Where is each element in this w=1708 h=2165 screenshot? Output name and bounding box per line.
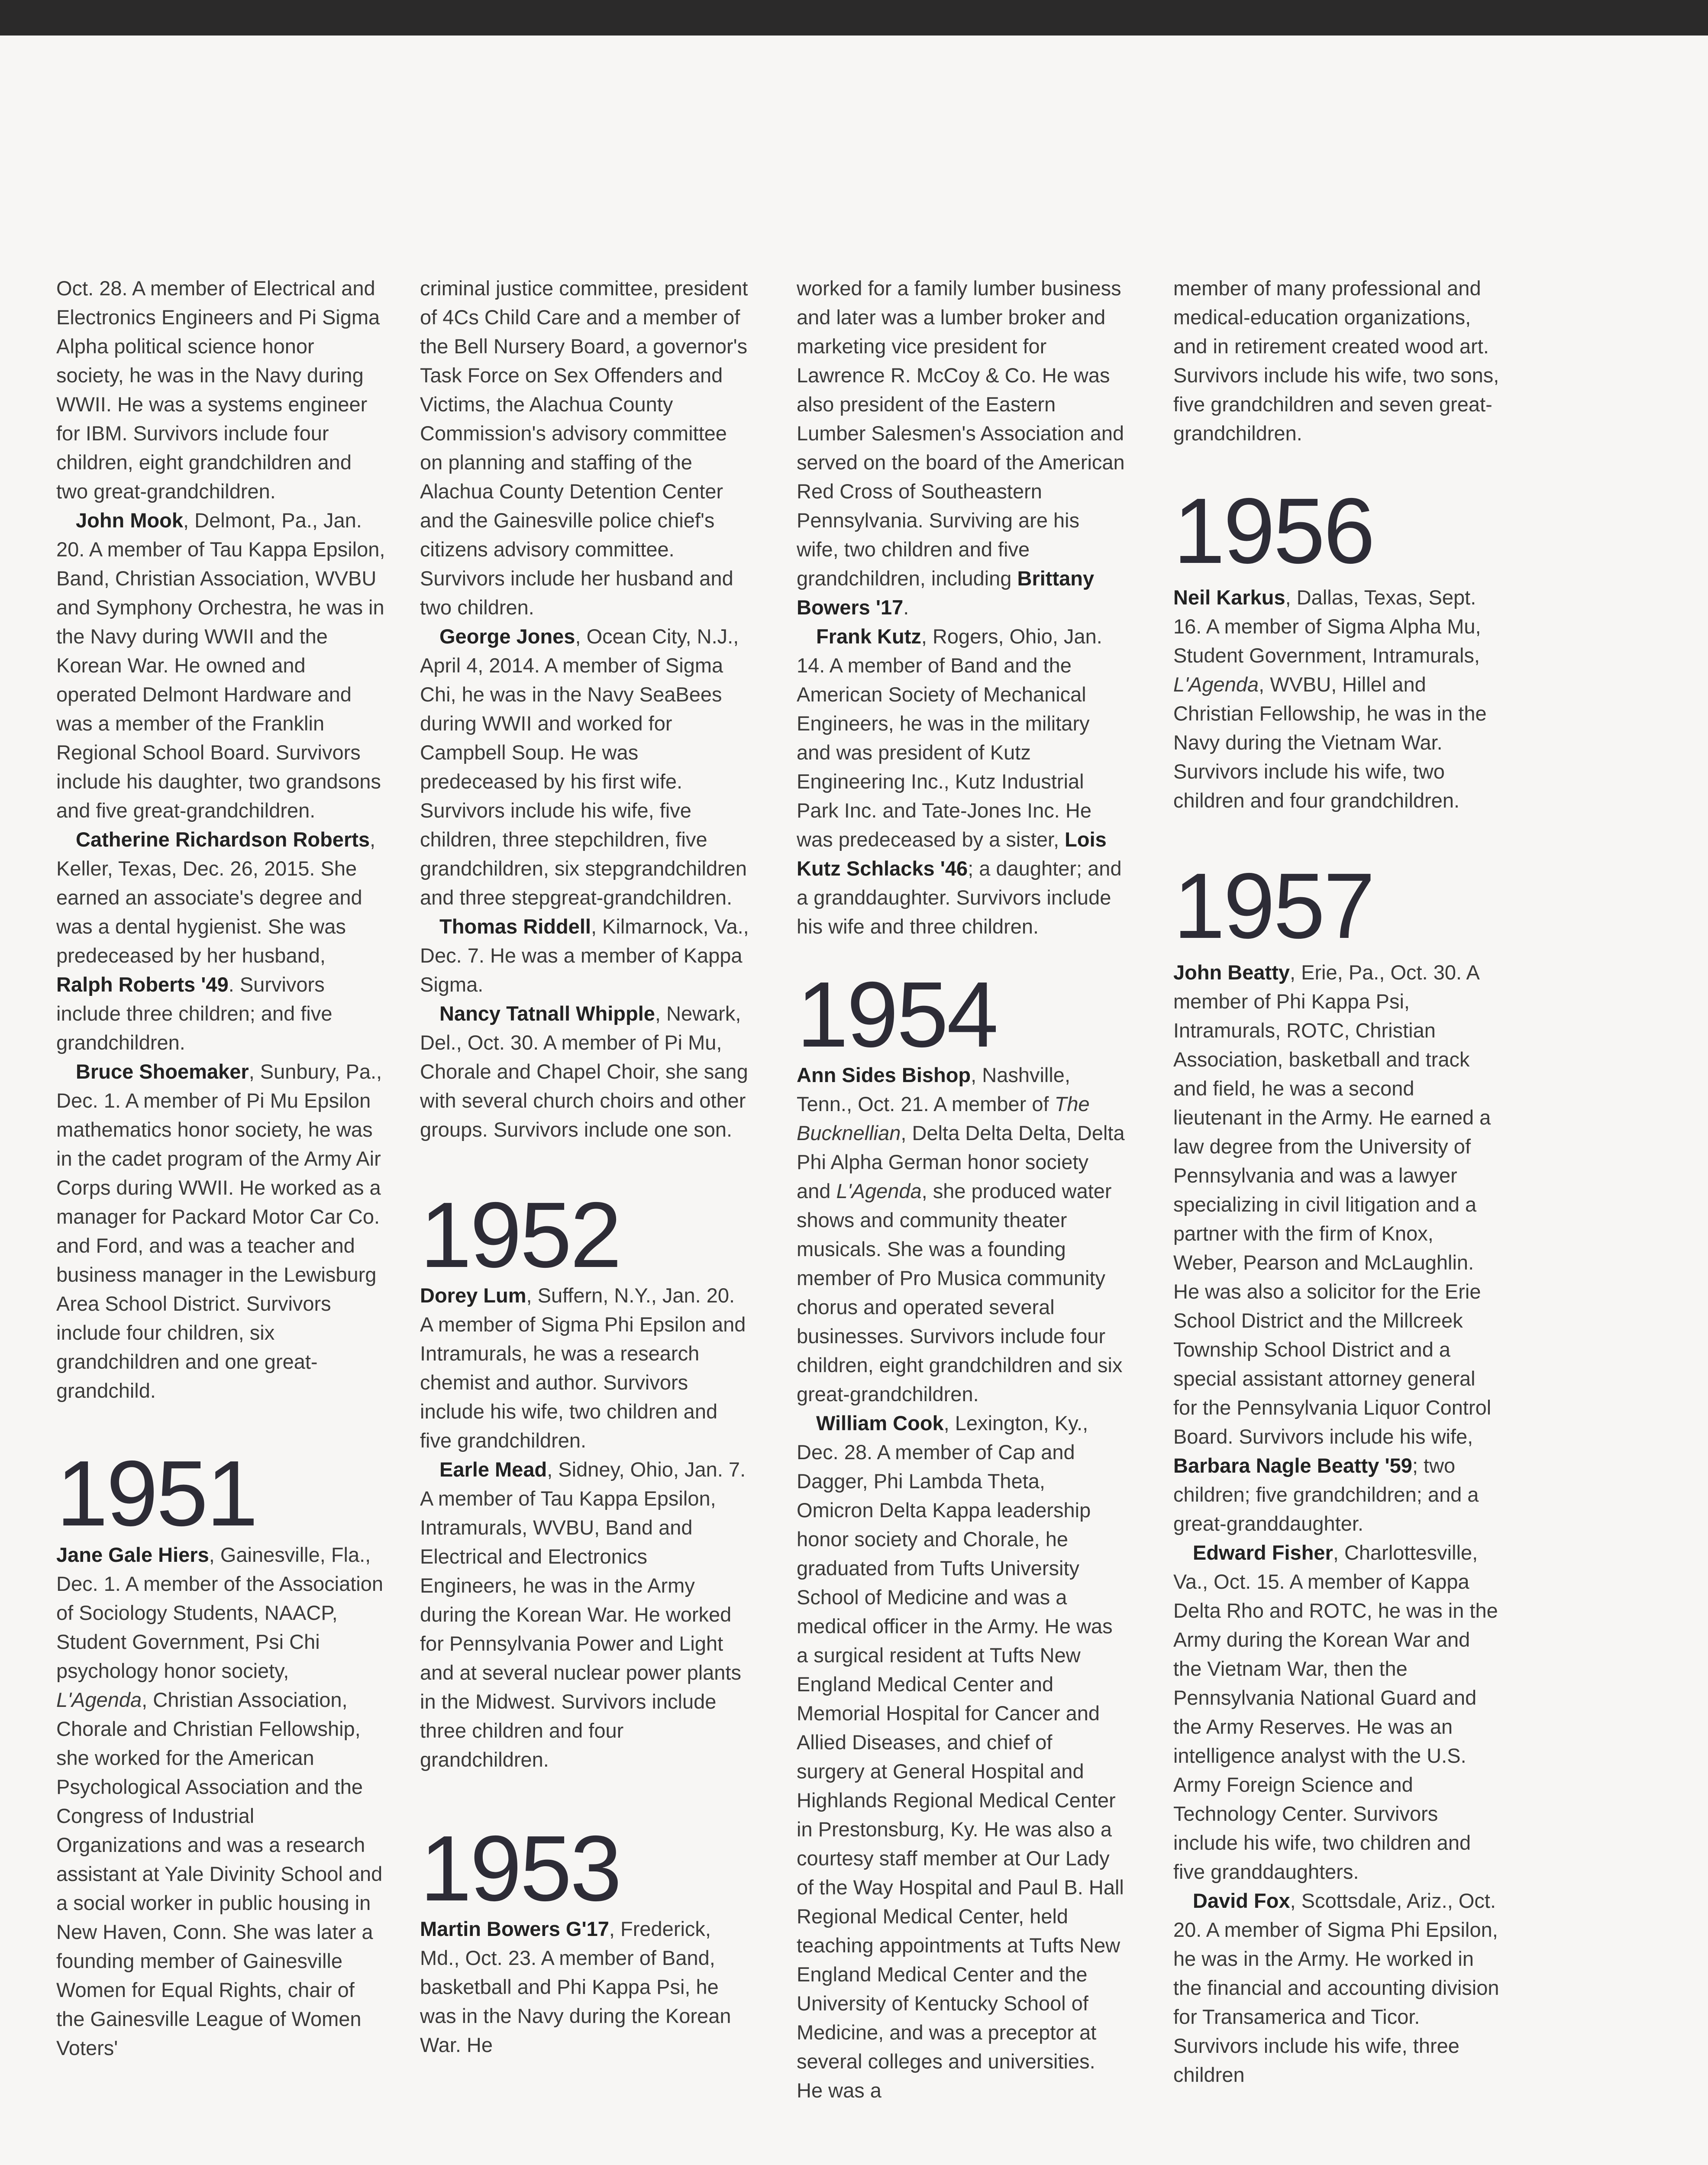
obituary-name: John Mook (76, 509, 184, 532)
obituary-name: Martin Bowers G'17 (420, 1917, 609, 1940)
obituary-entry: David Fox, Scottsdale, Ariz., Oct. 20. A member of Sigma Phi Epsilon, he was in the Army. He worked in the financial and accounting division for Transamerica and Ticor. Survivors include his wife, three children (1173, 1889, 1499, 2086)
obituary-name: Ann Sides Bishop (797, 1063, 971, 1086)
magazine-page (0, 36, 1708, 2165)
obituary-name: William Cook (816, 1412, 944, 1435)
obituary-entry: Earle Mead, Sidney, Ohio, Jan. 7. A member of Tau Kappa Epsilon, Intramurals, WVBU, Band and Electrical and Electronics Engineers, he was in the Army during the Korean War. He worked for Pennsylvania Power and Light and at several nuclear power plants in the Midwest. Survivors include three children and four grandchildren. (420, 1458, 746, 1771)
obituary-entry: worked for a family lumber business and later was a lumber broker and marketing vice president for Lawrence R. McCoy & Co. He was also president of the Eastern Lumber Salesmen's Association and served on the board of the American Red Cross of Southeastern Pennsylvania. Surviving are his wife, two children and five grandchildren, including Brittany Bowers '17. (797, 277, 1125, 619)
obituary-entry: Ann Sides Bishop, Nashville, Tenn., Oct. 21. A member of The Bucknellian, Delta Delta Delta, Delta Phi Alpha German honor society and L'Agenda, she produced water shows and community theater musicals. She was a founding member of Pro Musica community chorus and operated several businesses. Survivors include four children, eight grandchildren and six great-grandchildren. (797, 1063, 1125, 1406)
class-year-heading: 1952 (420, 1183, 620, 1287)
obituary-name: John Beatty (1173, 961, 1290, 984)
obituary-name: Thomas Riddell (439, 915, 591, 938)
obituary-entry: Thomas Riddell, Kilmarnock, Va., Dec. 7. He was a member of Kappa Sigma. (420, 915, 749, 996)
obituary-name: George Jones (439, 625, 575, 648)
column-3 (797, 274, 1126, 2105)
obituary-entry: Dorey Lum, Suffern, N.Y., Jan. 20. A member of Sigma Phi Epsilon and Intramurals, he was a research chemist and author. Survivors include his wife, two children and five grandchildren. (420, 1284, 746, 1452)
obituary-entry: Frank Kutz, Rogers, Ohio, Jan. 14. A member of Band and the American Society of Mechanical Engineers, he was in the military and was president of Kutz Engineering Inc., Kutz Industrial Park Inc. and Tate-Jones Inc. He was predeceased by a sister, Lois Kutz Schlacks '46; a daughter; and a granddaughter. Survivors include his wife and three children. (797, 625, 1122, 938)
class-year-heading: 1954 (797, 962, 997, 1066)
obituary-entry: John Beatty, Erie, Pa., Oct. 30. A member of Phi Kappa Psi, Intramurals, ROTC, Christian Association, basketball and track and field, he was a second lieutenant in the Army. He earned a law degree from the University of Pennsylvania and was a lawyer specializing in civil litigation and a partner with the firm of Knox, Weber, Pearson and McLaughlin. He was also a solicitor for the Erie School District and the Millcreek Township School District and a special assistant attorney general for the Pennsylvania Liquor Control Board. Survivors include his wife, Barbara Nagle Beatty '59; two children; five grandchildren; and a great-granddaughter. (1173, 961, 1492, 1535)
obituary-entry: John Mook, Delmont, Pa., Jan. 20. A member of Tau Kappa Epsilon, Band, Christian Association, WVBU and Symphony Orchestra, he was in the Navy during WWII and the Korean War. He owned and operated Delmont Hardware and was a member of the Franklin Regional School Board. Survivors include his daughter, two grandsons and five great-grandchildren. (56, 509, 385, 822)
obituary-entry: Nancy Tatnall Whipple, Newark, Del., Oct. 30. A member of Pi Mu, Chorale and Chapel Choir, she sang with several church choirs and other groups. Survivors include one son. (420, 1002, 748, 1141)
obituary-name: Earle Mead (439, 1458, 547, 1481)
obituary-entry: William Cook, Lexington, Ky., Dec. 28. A member of Cap and Dagger, Phi Lambda Theta, Omicron Delta Kappa leadership honor society and Chorale, he graduated from Tufts University School of Medicine and was a medical officer in the Army. He was a surgical resident at Tufts New England Medical Center and Memorial Hospital for Cancer and Allied Diseases, and chief of surgery at General Hospital and Highlands Regional Medical Center in Prestonsburg, Ky. He was also a courtesy staff member at Our Lady of the Way Hospital and Paul B. Hall Regional Medical Center, held teaching appointments at Tufts New England Medical Center and the University of Kentucky School of Medicine, and was a preceptor at several colleges and universities. He was a (797, 1412, 1124, 2102)
obituary-name: Catherine Richardson Roberts (76, 828, 370, 851)
class-year-heading: 1953 (420, 1816, 620, 1920)
obituary-name: Barbara Nagle Beatty '59 (1173, 1454, 1412, 1477)
obituary-entry: Catherine Richardson Roberts, Keller, Texas, Dec. 26, 2015. She earned an associate's degree and was a dental hygienist. She was predeceased by her husband, Ralph Roberts '49. Survivors include three children; and five grandchildren. (56, 828, 376, 1054)
obituary-entry: Jane Gale Hiers, Gainesville, Fla., Dec. 1. A member of the Association of Sociology Students, NAACP, Student Government, Psi Chi psychology honor society, L'Agenda, Christian Association, Chorale and Christian Fellowship, she worked for the American Psychological Association and the Congress of Industrial Organizations and was a research assistant at Yale Divinity School and a social worker in public housing in New Haven, Conn. She was later a founding member of Gainesville Women for Equal Rights, chair of the Gainesville League of Women Voters' (56, 1543, 384, 2059)
class-year-heading: 1956 (1173, 478, 1374, 583)
obituary-name: Nancy Tatnall Whipple (439, 1002, 655, 1025)
obituary-name: Bruce Shoemaker (76, 1060, 249, 1083)
obituary-name: Edward Fisher (1193, 1541, 1333, 1564)
obituary-name: Brittany Bowers '17 (797, 567, 1095, 619)
obituary-name: Dorey Lum (420, 1284, 526, 1307)
class-year-heading: 1951 (56, 1441, 257, 1545)
column-1 (56, 274, 385, 2062)
obituary-entry: criminal justice committee, president of 4Cs Child Care and a member of the Bell Nursery Board, a governor's Task Force on Sex Offenders and Victims, the Alachua County Commission's advisory committee on planning and staffing of the Alachua County Detention Center and the Gainesville police chief's citizens advisory committee. Survivors include her husband and two children. (420, 277, 748, 619)
class-year-heading: 1957 (1173, 853, 1374, 958)
obituary-name: Frank Kutz (816, 625, 921, 648)
obituary-name: Ralph Roberts '49 (56, 973, 229, 996)
column-2 (420, 274, 749, 2059)
obituary-entry: George Jones, Ocean City, N.J., April 4, 2014. A member of Sigma Chi, he was in the Navy SeaBees during WWII and worked for Campbell Soup. He was predeceased by his first wife. Survivors include his wife, five children, three stepchildren, five grandchildren, six stepgrandchildren and three stepgreat-grandchildren. (420, 625, 747, 909)
obituary-name: Jane Gale Hiers (56, 1543, 209, 1566)
obituary-entry: Bruce Shoemaker, Sunbury, Pa., Dec. 1. A member of Pi Mu Epsilon mathematics honor society, he was in the cadet program of the Army Air Corps during WWII. He worked as a manager for Packard Motor Car Co. and Ford, and was a teacher and business manager in the Lewisburg Area School District. Survivors include four children, six grandchildren and one great-grandchild. (56, 1060, 382, 1402)
obituary-name: Lois Kutz Schlacks '46 (797, 828, 1107, 880)
obituary-entry: Oct. 28. A member of Electrical and Electronics Engineers and Pi Sigma Alpha political science honor society, he was in the Navy during WWII. He was a systems engineer for IBM. Survivors include four children, eight grandchildren and two great-grandchildren. (56, 277, 380, 503)
obituary-entry: Edward Fisher, Charlottesville, Va., Oct. 15. A member of Kappa Delta Rho and ROTC, he was in the Army during the Korean War and the Vietnam War, then the Pennsylvania National Guard and the Army Reserves. He was an intelligence analyst with the U.S. Army Foreign Science and Technology Center. Survivors include his wife, two children and five granddaughters. (1173, 1541, 1498, 1883)
obituary-entry: member of many professional and medical-education organizations, and in retirement created wood art. Survivors include his wife, two sons, five grandchildren and seven great-grandchildren. (1173, 277, 1499, 445)
obituary-name: Neil Karkus (1173, 586, 1285, 609)
obituary-name: David Fox (1193, 1889, 1290, 1912)
obituary-entry: Neil Karkus, Dallas, Texas, Sept. 16. A member of Sigma Alpha Mu, Student Government, Intramurals, L'Agenda, WVBU, Hillel and Christian Fellowship, he was in the Navy during the Vietnam War. Survivors include his wife, two children and four grandchildren. (1173, 586, 1487, 812)
column-4 (1173, 274, 1502, 2089)
obituary-entry: Martin Bowers G'17, Frederick, Md., Oct. 23. A member of Band, basketball and Phi Kappa Psi, he was in the Navy during the Korean War. He (420, 1917, 731, 2056)
